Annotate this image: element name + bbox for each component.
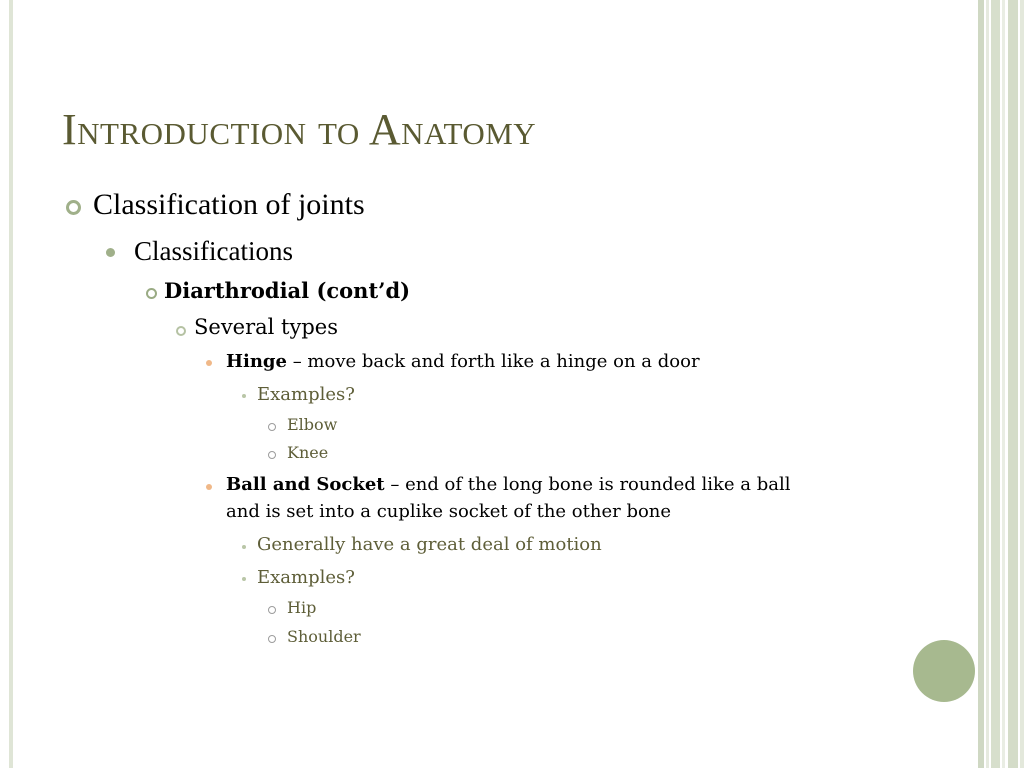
right-decor-stripe <box>1020 0 1024 768</box>
bullet-ring-icon <box>66 200 81 215</box>
hinge-item <box>226 351 700 372</box>
bullet-level2: Classifications <box>134 236 293 266</box>
bullet-ring-icon <box>268 606 276 614</box>
right-decor-stripe <box>978 0 984 768</box>
ball-socket-examples-label: Examples? <box>257 567 355 588</box>
right-decor-stripe <box>986 0 989 768</box>
bullet-ring-icon <box>268 451 276 459</box>
bullet-dot-icon <box>206 360 212 366</box>
right-decor-stripe <box>1008 0 1018 768</box>
bullet-dot-icon <box>242 577 246 581</box>
right-decor-stripe <box>991 0 1000 768</box>
ball-socket-example: Shoulder <box>287 627 361 646</box>
hinge-example: Elbow <box>287 415 338 434</box>
hinge-examples-label: Examples? <box>257 384 355 405</box>
hinge-example: Knee <box>287 443 329 462</box>
bullet-level3: Diarthrodial (cont’d) <box>164 278 411 303</box>
bullet-dot-icon <box>106 248 115 257</box>
bullet-level1: Classification of joints <box>93 188 365 221</box>
left-decor-stripe <box>9 0 13 768</box>
bullet-dot-icon <box>242 394 246 398</box>
ball-socket-term: Ball and Socket <box>226 474 385 495</box>
bullet-ring-icon <box>268 635 276 643</box>
hinge-term: Hinge <box>226 351 287 372</box>
ball-socket-item <box>226 474 791 495</box>
ball-socket-description-cont: and is set into a cuplike socket of the other bone <box>226 501 672 522</box>
bullet-ring-icon <box>146 288 157 299</box>
bullet-dot-icon <box>206 484 212 490</box>
right-decor-stripe <box>1002 0 1005 768</box>
bullet-dot-icon <box>242 545 246 549</box>
bullet-level4: Several types <box>194 315 339 339</box>
bullet-ring-icon <box>268 423 276 431</box>
decor-circle <box>913 640 975 702</box>
hinge-description: – move back and forth like a hinge on a door <box>286 351 700 372</box>
bullet-ring-icon <box>176 326 186 336</box>
slide-title: Introduction to Anatomy <box>62 105 537 154</box>
ball-socket-motion-note: Generally have a great deal of motion <box>257 534 602 555</box>
ball-socket-example: Hip <box>287 598 317 617</box>
ball-socket-description: – end of the long bone is rounded like a ball <box>384 474 791 495</box>
